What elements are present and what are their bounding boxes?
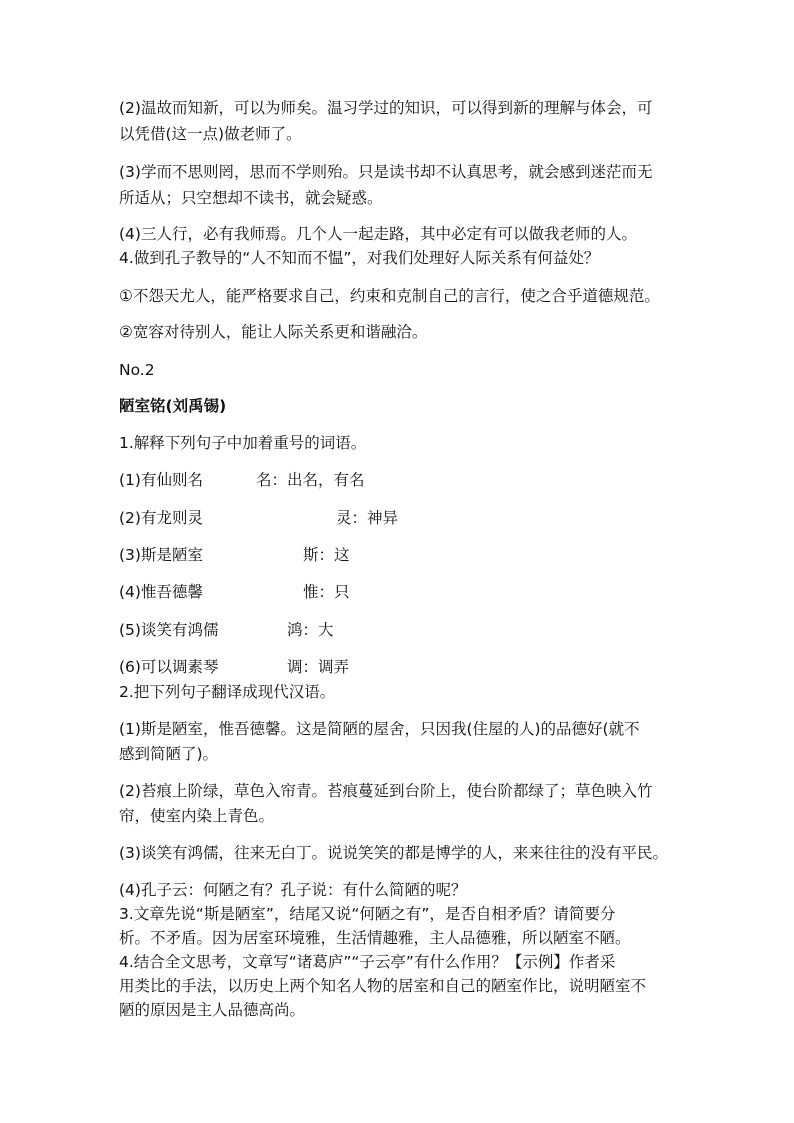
question4: 4.做到孔子教导的“人不知而不愠”，对我们处理好人际关系有何益处？: [119, 249, 600, 267]
answer4-1: ①不怨天尤人，能严格要求自己，约束和克制自己的言行，使之合乎道德规范。: [119, 287, 660, 305]
section-number: No.2: [119, 361, 155, 379]
q4b-line2: 用类比的手法，以历史上两个知名人物的居室和自己的陋室作比，说明陋室不: [119, 977, 647, 995]
q2-t1-line2: 感到简陋了)。: [119, 745, 219, 763]
q1-item-sentence: (5)谈笑有鸿儒: [119, 621, 219, 639]
q2-prompt: 2.把下列句子翻译成现代汉语。: [119, 683, 336, 701]
item3-line2: 所适从；只空想却不读书，就会疑惑。: [119, 189, 383, 207]
section-title: 陋室铭(刘禹锡): [119, 397, 227, 415]
q1-item-answer: 鸿：大: [287, 621, 334, 639]
q1-item-sentence: (2)有龙则灵: [119, 509, 203, 527]
q3-line1: 3.文章先说“斯是陋室”，结尾又说“何陋之有”，是否自相矛盾？请简要分: [119, 905, 616, 923]
answer4-2: ②宽容对待别人，能让人际关系更和谐融洽。: [119, 323, 428, 341]
q4b-line3: 陋的原因是主人品德高尚。: [119, 1001, 306, 1019]
q1-item-sentence: (3)斯是陋室: [119, 546, 203, 564]
q1-item-answer: 调：调弄: [287, 658, 350, 676]
q2-t3: (3)谈笑有鸿儒，往来无白丁。说说笑笑的都是博学的人，来来往往的没有平民。: [119, 844, 668, 862]
q2-t2-line1: (2)苔痕上阶绿，草色入帘青。苔痕蔓延到台阶上，使台阶都绿了；草色映入竹: [119, 782, 653, 800]
item2-line2: 以凭借(这一点)做老师了。: [119, 125, 302, 143]
q1-item-sentence: (6)可以调素琴: [119, 658, 219, 676]
q1-item-answer: 灵：神异: [336, 509, 399, 527]
q2-t2-line2: 帘，使室内染上青色。: [119, 807, 275, 825]
item4-line: (4)三人行，必有我师焉。几个人一起走路，其中必定有可以做我老师的人。: [119, 225, 637, 243]
item2-line1: (2)温故而知新，可以为师矣。温习学过的知识，可以得到新的理解与体会，可: [119, 99, 653, 117]
q1-item-sentence: (4)惟吾德馨: [119, 583, 203, 601]
q2-t4: (4)孔子云：何陋之有？孔子说：有什么简陋的呢？: [119, 881, 467, 899]
item3-line1: (3)学而不思则罔，思而不学则殆。只是读书却不认真思考，就会感到迷茫而无: [119, 163, 653, 181]
q3-line2: 析。不矛盾。因为居室环境雅，生活情趣雅，主人品德雅，所以陋室不陋。: [119, 929, 631, 947]
q1-item-answer: 斯：这: [303, 546, 350, 564]
q1-item-answer: 惟：只: [303, 583, 350, 601]
q1-prompt: 1.解释下列句子中加着重号的词语。: [119, 434, 367, 452]
q1-item-sentence: (1)有仙则名: [119, 471, 203, 489]
q1-item-answer: 名：出名，有名: [256, 471, 365, 489]
q4b-line1: 4.结合全文思考，文章写“诸葛庐”“子云亭”有什么作用？【示例】作者采: [119, 953, 616, 971]
q2-t1-line1: (1)斯是陋室，惟吾德馨。这是简陋的屋舍，只因我(住屋的人)的品德好(就不: [119, 720, 640, 738]
